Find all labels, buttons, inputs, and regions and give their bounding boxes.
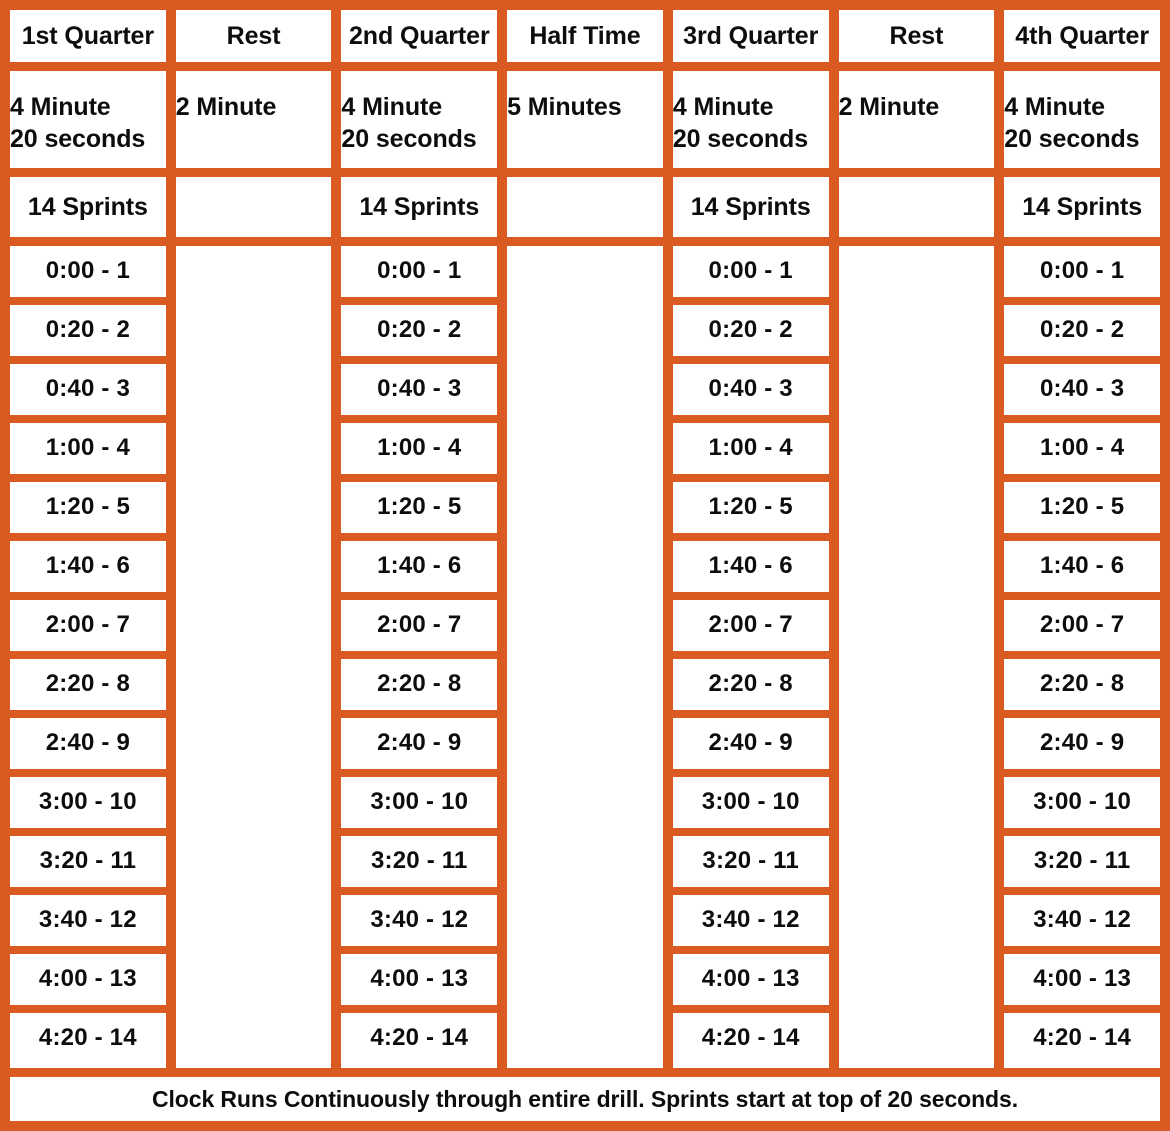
interval-divider: [673, 946, 829, 954]
column-divider: [829, 0, 839, 1068]
interval-cell: 3:40 - 12: [1033, 906, 1132, 934]
duration-line-1: 4 Minute: [672, 93, 774, 121]
interval-cell: 2:00 - 7: [708, 611, 793, 639]
interval-divider: [673, 297, 829, 305]
interval-divider: [1004, 297, 1160, 305]
interval-cell: 2:40 - 9: [708, 729, 793, 757]
interval-divider: [341, 297, 497, 305]
footer-note: Clock Runs Continuously through entire drill. Sprints start at top of 20 seconds.: [152, 1085, 1018, 1112]
interval-cell: 3:00 - 10: [370, 788, 469, 816]
duration-line-2: 20 seconds: [1004, 125, 1140, 153]
duration-line-1: 5 Minutes: [507, 93, 622, 121]
interval-cell: 4:20 - 14: [38, 1024, 137, 1052]
interval-cell: 3:40 - 12: [370, 906, 469, 934]
interval-divider: [341, 356, 497, 364]
interval-divider: [341, 592, 497, 600]
interval-cell: 4:20 - 14: [370, 1024, 469, 1052]
interval-cell: 2:00 - 7: [45, 611, 130, 639]
interval-divider: [1004, 474, 1160, 482]
interval-cell: 1:40 - 6: [1039, 552, 1125, 580]
interval-divider: [10, 651, 166, 659]
interval-divider: [1004, 651, 1160, 659]
interval-cell: 0:00 - 1: [708, 257, 793, 285]
interval-divider: [341, 651, 497, 659]
interval-divider: [673, 769, 829, 777]
interval-cell: 1:00 - 4: [45, 434, 130, 462]
interval-cell: 1:40 - 6: [45, 552, 130, 580]
duration-line-2: 20 seconds: [341, 125, 477, 153]
interval-cell: 4:20 - 14: [701, 1024, 800, 1052]
interval-cell: 0:20 - 2: [708, 316, 793, 344]
interval-divider: [341, 415, 497, 423]
interval-cell: 1:00 - 4: [708, 434, 793, 462]
interval-divider: [10, 769, 166, 777]
interval-divider: [1004, 769, 1160, 777]
interval-cell: 3:00 - 10: [701, 788, 800, 816]
duration-cell: [1004, 71, 1160, 168]
sprint-count-cell: [507, 177, 663, 237]
interval-cell: 1:00 - 4: [1039, 434, 1125, 462]
duration-cell: [10, 71, 166, 168]
interval-divider: [10, 828, 166, 836]
interval-divider: [1004, 356, 1160, 364]
interval-cell: 3:40 - 12: [38, 906, 137, 934]
interval-cell: 1:20 - 5: [377, 493, 462, 521]
interval-divider: [1004, 533, 1160, 541]
interval-cell: 4:00 - 13: [1033, 965, 1132, 993]
interval-divider: [10, 592, 166, 600]
interval-divider: [1004, 415, 1160, 423]
column-header: 4th Quarter: [1015, 22, 1149, 50]
column-header: Half Time: [529, 22, 641, 50]
duration-line-1: 4 Minute: [10, 93, 111, 121]
interval-cell: 0:00 - 1: [1039, 257, 1125, 285]
interval-divider: [341, 710, 497, 718]
interval-divider: [673, 592, 829, 600]
interval-divider: [1004, 946, 1160, 954]
interval-divider: [673, 710, 829, 718]
interval-cell: 2:20 - 8: [377, 670, 462, 698]
interval-cell: 4:20 - 14: [1033, 1024, 1132, 1052]
table-border-bottom: [0, 1121, 1170, 1131]
interval-cell: 1:40 - 6: [377, 552, 462, 580]
interval-cell: 2:20 - 8: [708, 670, 793, 698]
duration-cell: [673, 71, 829, 168]
column-divider: [166, 0, 176, 1068]
interval-cell: 0:20 - 2: [45, 316, 130, 344]
duration-line-1: 4 Minute: [1004, 93, 1105, 121]
row-divider: [0, 1068, 1170, 1077]
interval-cell: 1:40 - 6: [708, 552, 793, 580]
interval-cell: 3:20 - 11: [371, 847, 468, 875]
duration-line-1: 2 Minute: [175, 93, 277, 121]
interval-divider: [1004, 710, 1160, 718]
interval-divider: [1004, 1005, 1160, 1013]
column-header: 1st Quarter: [21, 22, 154, 50]
interval-divider: [673, 356, 829, 364]
interval-cell: 0:40 - 3: [708, 375, 793, 403]
interval-cell: 2:20 - 8: [45, 670, 130, 698]
sprint-count-cell: 14 Sprints: [27, 193, 148, 221]
interval-divider: [10, 887, 166, 895]
interval-divider: [10, 1005, 166, 1013]
interval-cell: 4:00 - 13: [370, 965, 469, 993]
row-divider: [0, 168, 1170, 177]
interval-cell: 3:00 - 10: [38, 788, 137, 816]
duration-line-2: 20 seconds: [10, 125, 146, 153]
sprint-count-cell: 14 Sprints: [359, 193, 480, 221]
duration-cell: [507, 71, 663, 168]
interval-cell: 2:40 - 9: [45, 729, 130, 757]
interval-divider: [673, 828, 829, 836]
duration-line-1: 4 Minute: [341, 93, 443, 121]
interval-divider: [10, 533, 166, 541]
column-divider: [497, 0, 507, 1068]
interval-divider: [10, 474, 166, 482]
interval-cell: 3:20 - 11: [1033, 847, 1131, 875]
interval-divider: [341, 769, 497, 777]
row-divider: [0, 62, 1170, 71]
interval-divider: [341, 1005, 497, 1013]
duration-cell: [176, 71, 332, 168]
interval-divider: [673, 415, 829, 423]
interval-divider: [10, 356, 166, 364]
interval-cell: 1:20 - 5: [708, 493, 793, 521]
interval-divider: [673, 887, 829, 895]
interval-divider: [10, 297, 166, 305]
interval-divider: [1004, 592, 1160, 600]
interval-divider: [341, 533, 497, 541]
interval-cell: 2:40 - 9: [377, 729, 462, 757]
column-divider: [331, 0, 341, 1068]
interval-cell: 0:00 - 1: [377, 257, 462, 285]
interval-divider: [1004, 887, 1160, 895]
interval-cell: 2:00 - 7: [377, 611, 462, 639]
interval-cell: 4:00 - 13: [38, 965, 137, 993]
interval-cell: 0:40 - 3: [377, 375, 462, 403]
row-divider: [0, 237, 1170, 246]
duration-line-2: 20 seconds: [672, 125, 809, 153]
interval-divider: [673, 533, 829, 541]
interval-cell: 0:00 - 1: [45, 257, 130, 285]
interval-cell: 1:20 - 5: [1039, 493, 1125, 521]
interval-divider: [341, 828, 497, 836]
duration-line-1: 2 Minute: [838, 93, 940, 121]
interval-divider: [10, 415, 166, 423]
interval-divider: [10, 946, 166, 954]
duration-cell: [839, 71, 995, 168]
interval-divider: [341, 887, 497, 895]
interval-divider: [673, 1005, 829, 1013]
interval-divider: [673, 474, 829, 482]
interval-cell: 2:20 - 8: [1039, 670, 1125, 698]
column-header: Rest: [226, 22, 281, 50]
interval-cell: 0:20 - 2: [1039, 316, 1125, 344]
interval-divider: [341, 474, 497, 482]
interval-cell: 0:40 - 3: [1039, 375, 1125, 403]
column-divider: [994, 0, 1004, 1068]
interval-cell: 3:40 - 12: [701, 906, 800, 934]
interval-divider: [1004, 828, 1160, 836]
interval-divider: [673, 651, 829, 659]
interval-cell: 3:00 - 10: [1033, 788, 1132, 816]
duration-cell: [341, 71, 497, 168]
sprint-count-cell: 14 Sprints: [1022, 193, 1143, 221]
interval-cell: 4:00 - 13: [701, 965, 800, 993]
column-header: 2nd Quarter: [348, 22, 490, 50]
interval-cell: 0:20 - 2: [377, 316, 462, 344]
column-divider: [663, 0, 673, 1068]
interval-cell: 2:00 - 7: [1039, 611, 1125, 639]
interval-cell: 3:20 - 11: [39, 847, 137, 875]
interval-divider: [341, 946, 497, 954]
column-header: 3rd Quarter: [683, 22, 819, 50]
interval-divider: [10, 710, 166, 718]
interval-cell: 0:40 - 3: [45, 375, 130, 403]
interval-cell: 2:40 - 9: [1039, 729, 1125, 757]
sprint-count-cell: [839, 177, 995, 237]
interval-cell: 1:20 - 5: [45, 493, 130, 521]
interval-cell: 1:00 - 4: [377, 434, 462, 462]
column-header: Rest: [889, 22, 944, 50]
sprint-count-cell: [176, 177, 332, 237]
interval-cell: 3:20 - 11: [702, 847, 799, 875]
sprint-count-cell: 14 Sprints: [690, 193, 811, 221]
